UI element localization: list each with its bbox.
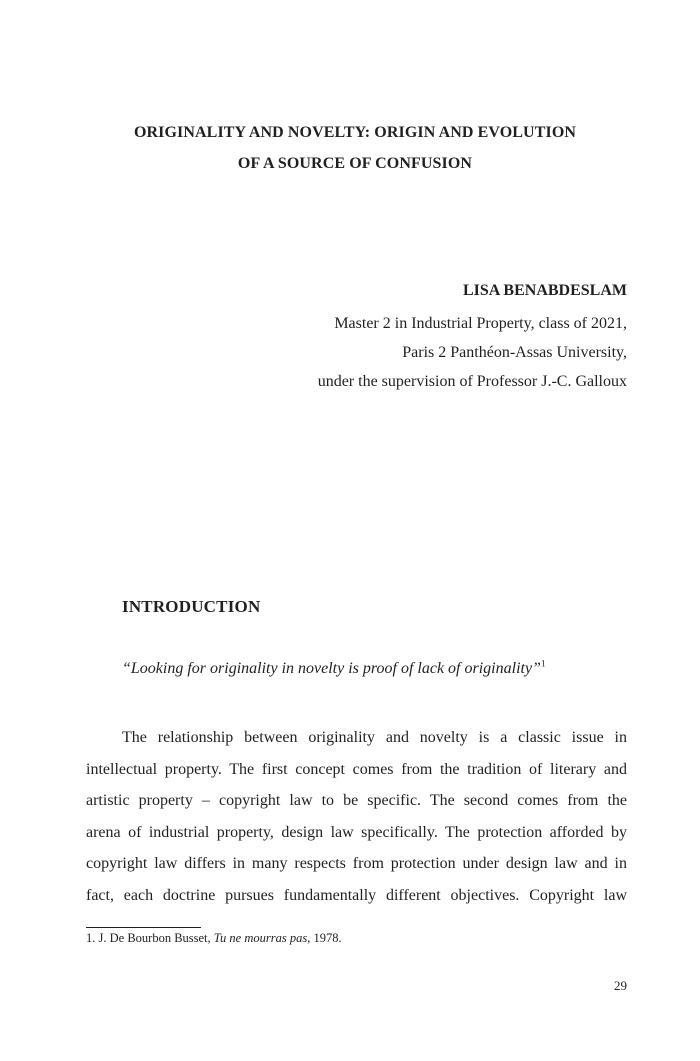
body-line: copyright law differs in many respects from protection under design law and in: [86, 855, 627, 872]
author-block: [318, 278, 627, 396]
article-title-line-2: OF A SOURCE OF CONFUSION: [237, 155, 473, 172]
article-title-line-1: ORIGINALITY AND NOVELTY: ORIGIN AND EVOLUTION: [133, 124, 577, 141]
section-heading: INTRODUCTION: [122, 597, 261, 616]
article-title: [90, 117, 620, 179]
author-affiliation-line: Master 2 in Industrial Property, class of 2021,: [334, 315, 627, 332]
body-line: intellectual property. The first concept comes from the tradition of literary and: [86, 760, 627, 778]
footnote-work-title: Tu ne mourras pas: [213, 931, 308, 945]
footnote-suffix: , 1978.: [307, 931, 342, 945]
author-name: LISA BENABDESLAM: [462, 282, 627, 299]
epigraph-quote: [122, 660, 545, 678]
footnote: [86, 931, 342, 946]
body-line: artistic property – copyright law to be specific. The second comes from the: [86, 792, 627, 809]
body-line: arena of industrial property, design law specifically. The protection afforded by: [86, 823, 627, 841]
body-paragraph: [86, 722, 627, 911]
footnote-divider: [86, 927, 201, 928]
epigraph-text: “Looking for originality in novelty is proof of lack of originality”: [122, 660, 541, 677]
body-line: The relationship between originality and novelty is a classic issue in: [122, 729, 627, 746]
author-affiliation-line: Paris 2 Panthéon-Assas University,: [402, 344, 627, 361]
page-number: 29: [614, 978, 627, 993]
author-affiliation-line: under the supervision of Professor J.-C. Galloux: [317, 373, 627, 390]
footnote-prefix: 1. J. De Bourbon Busset,: [86, 931, 214, 945]
body-line: fact, each doctrine pursues fundamentally different objectives. Copyright law: [86, 886, 627, 904]
footnote-marker[interactable]: 1: [540, 658, 546, 669]
